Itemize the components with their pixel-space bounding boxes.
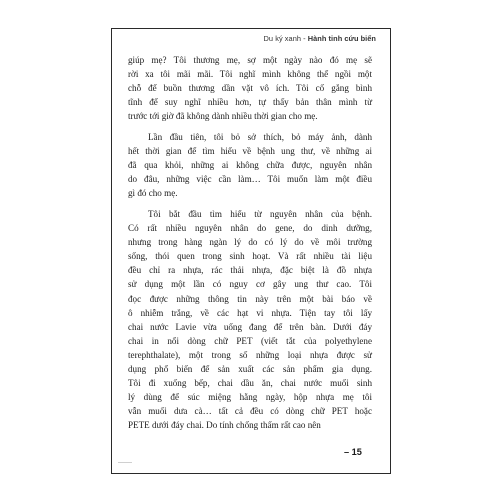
text-line: đọc được những thông tin này trên một bài báo về bbox=[128, 293, 372, 304]
text-line: Có rất nhiều nguyên nhân do gene, do dinh dưỡng, bbox=[128, 223, 372, 234]
text-line: đều chỉ ra nhựa, rác thải nhựa, đặc biệt là đồ nhựa bbox=[128, 265, 372, 276]
text-line: ô nhiễm trắng, về các hạt vi nhựa. Tiện tay tôi lấy bbox=[128, 307, 372, 318]
paragraph bbox=[128, 207, 372, 432]
running-header bbox=[264, 34, 376, 43]
header-series: Du ký xanh - bbox=[263, 34, 306, 43]
footer-mark bbox=[118, 462, 132, 463]
text-line: đã qua khỏi, những ai không chữa được, nguyên nhân bbox=[128, 160, 372, 171]
text-line: PETE dưới đáy chai. Do tính chống thấm rất cao nên bbox=[128, 419, 321, 430]
text-line: dụng phổ biến để sản xuất các sản phẩm gia dụng. bbox=[128, 363, 372, 374]
text-line: terephthalate), một trong số những loại nhựa được sử bbox=[128, 349, 372, 360]
text-line: rời xa tôi mãi mãi. Tôi nghĩ mình không thể ngồi một bbox=[128, 69, 372, 80]
text-line: chai nước Lavie vừa uống đang để trên bàn. Dưới đáy bbox=[128, 321, 372, 332]
header-title: Hành tinh cứu biển bbox=[307, 34, 376, 43]
paragraph bbox=[128, 130, 372, 200]
paragraph-gap bbox=[128, 123, 372, 130]
text-line: Lần đầu tiên, tôi bỏ sở thích, bỏ máy ảnh, dành bbox=[148, 132, 372, 143]
paragraph bbox=[128, 53, 372, 123]
text-line: sử dụng một lần có nguy cơ gây ung thư cao. Tôi bbox=[128, 279, 372, 290]
paragraph-gap bbox=[128, 200, 372, 207]
text-line: gì đó cho mẹ. bbox=[128, 188, 178, 199]
page-number: – 15 bbox=[344, 447, 362, 457]
text-line: Tôi bắt đầu tìm hiểu từ nguyên nhân của bệnh. bbox=[148, 209, 372, 220]
text-line: trước tới giờ đã không dành nhiều thời gian cho mẹ. bbox=[128, 111, 318, 122]
text-line: hết thời gian để tìm hiểu về bệnh ung thư, về những ai bbox=[128, 146, 372, 157]
text-line: nhưng trong hàng ngàn lý do có lý do về môi trường bbox=[128, 237, 372, 248]
text-line: chai in nổi dòng chữ PET (viết tắt của polyethylene bbox=[128, 335, 372, 346]
text-line: do đâu, những việc cần làm… Tôi muốn làm một điều bbox=[128, 174, 372, 185]
body-text bbox=[128, 53, 372, 432]
text-line: lý dùng để súc miệng hằng ngày, hộp nhựa mẹ tôi bbox=[128, 391, 372, 402]
text-line: sống, thói quen trong sinh hoạt. Và rất nhiều tài liệu bbox=[128, 251, 372, 262]
text-line: tĩnh để suy nghĩ nhiều hơn, tự thấy bản thân mình từ bbox=[128, 97, 372, 108]
text-line: giúp mẹ? Tôi thương mẹ, sợ một ngày nào đó mẹ sẽ bbox=[128, 55, 372, 65]
text-line: vẫn muối dưa cà… tất cả đều có dòng chữ PET hoặc bbox=[128, 405, 372, 416]
text-line: chỗ để buồn thương dần vặt vô ích. Tôi cố gắng bình bbox=[128, 83, 372, 94]
text-line: Tôi đi xuống bếp, chai dầu ăn, chai nước muối sinh bbox=[128, 377, 372, 388]
